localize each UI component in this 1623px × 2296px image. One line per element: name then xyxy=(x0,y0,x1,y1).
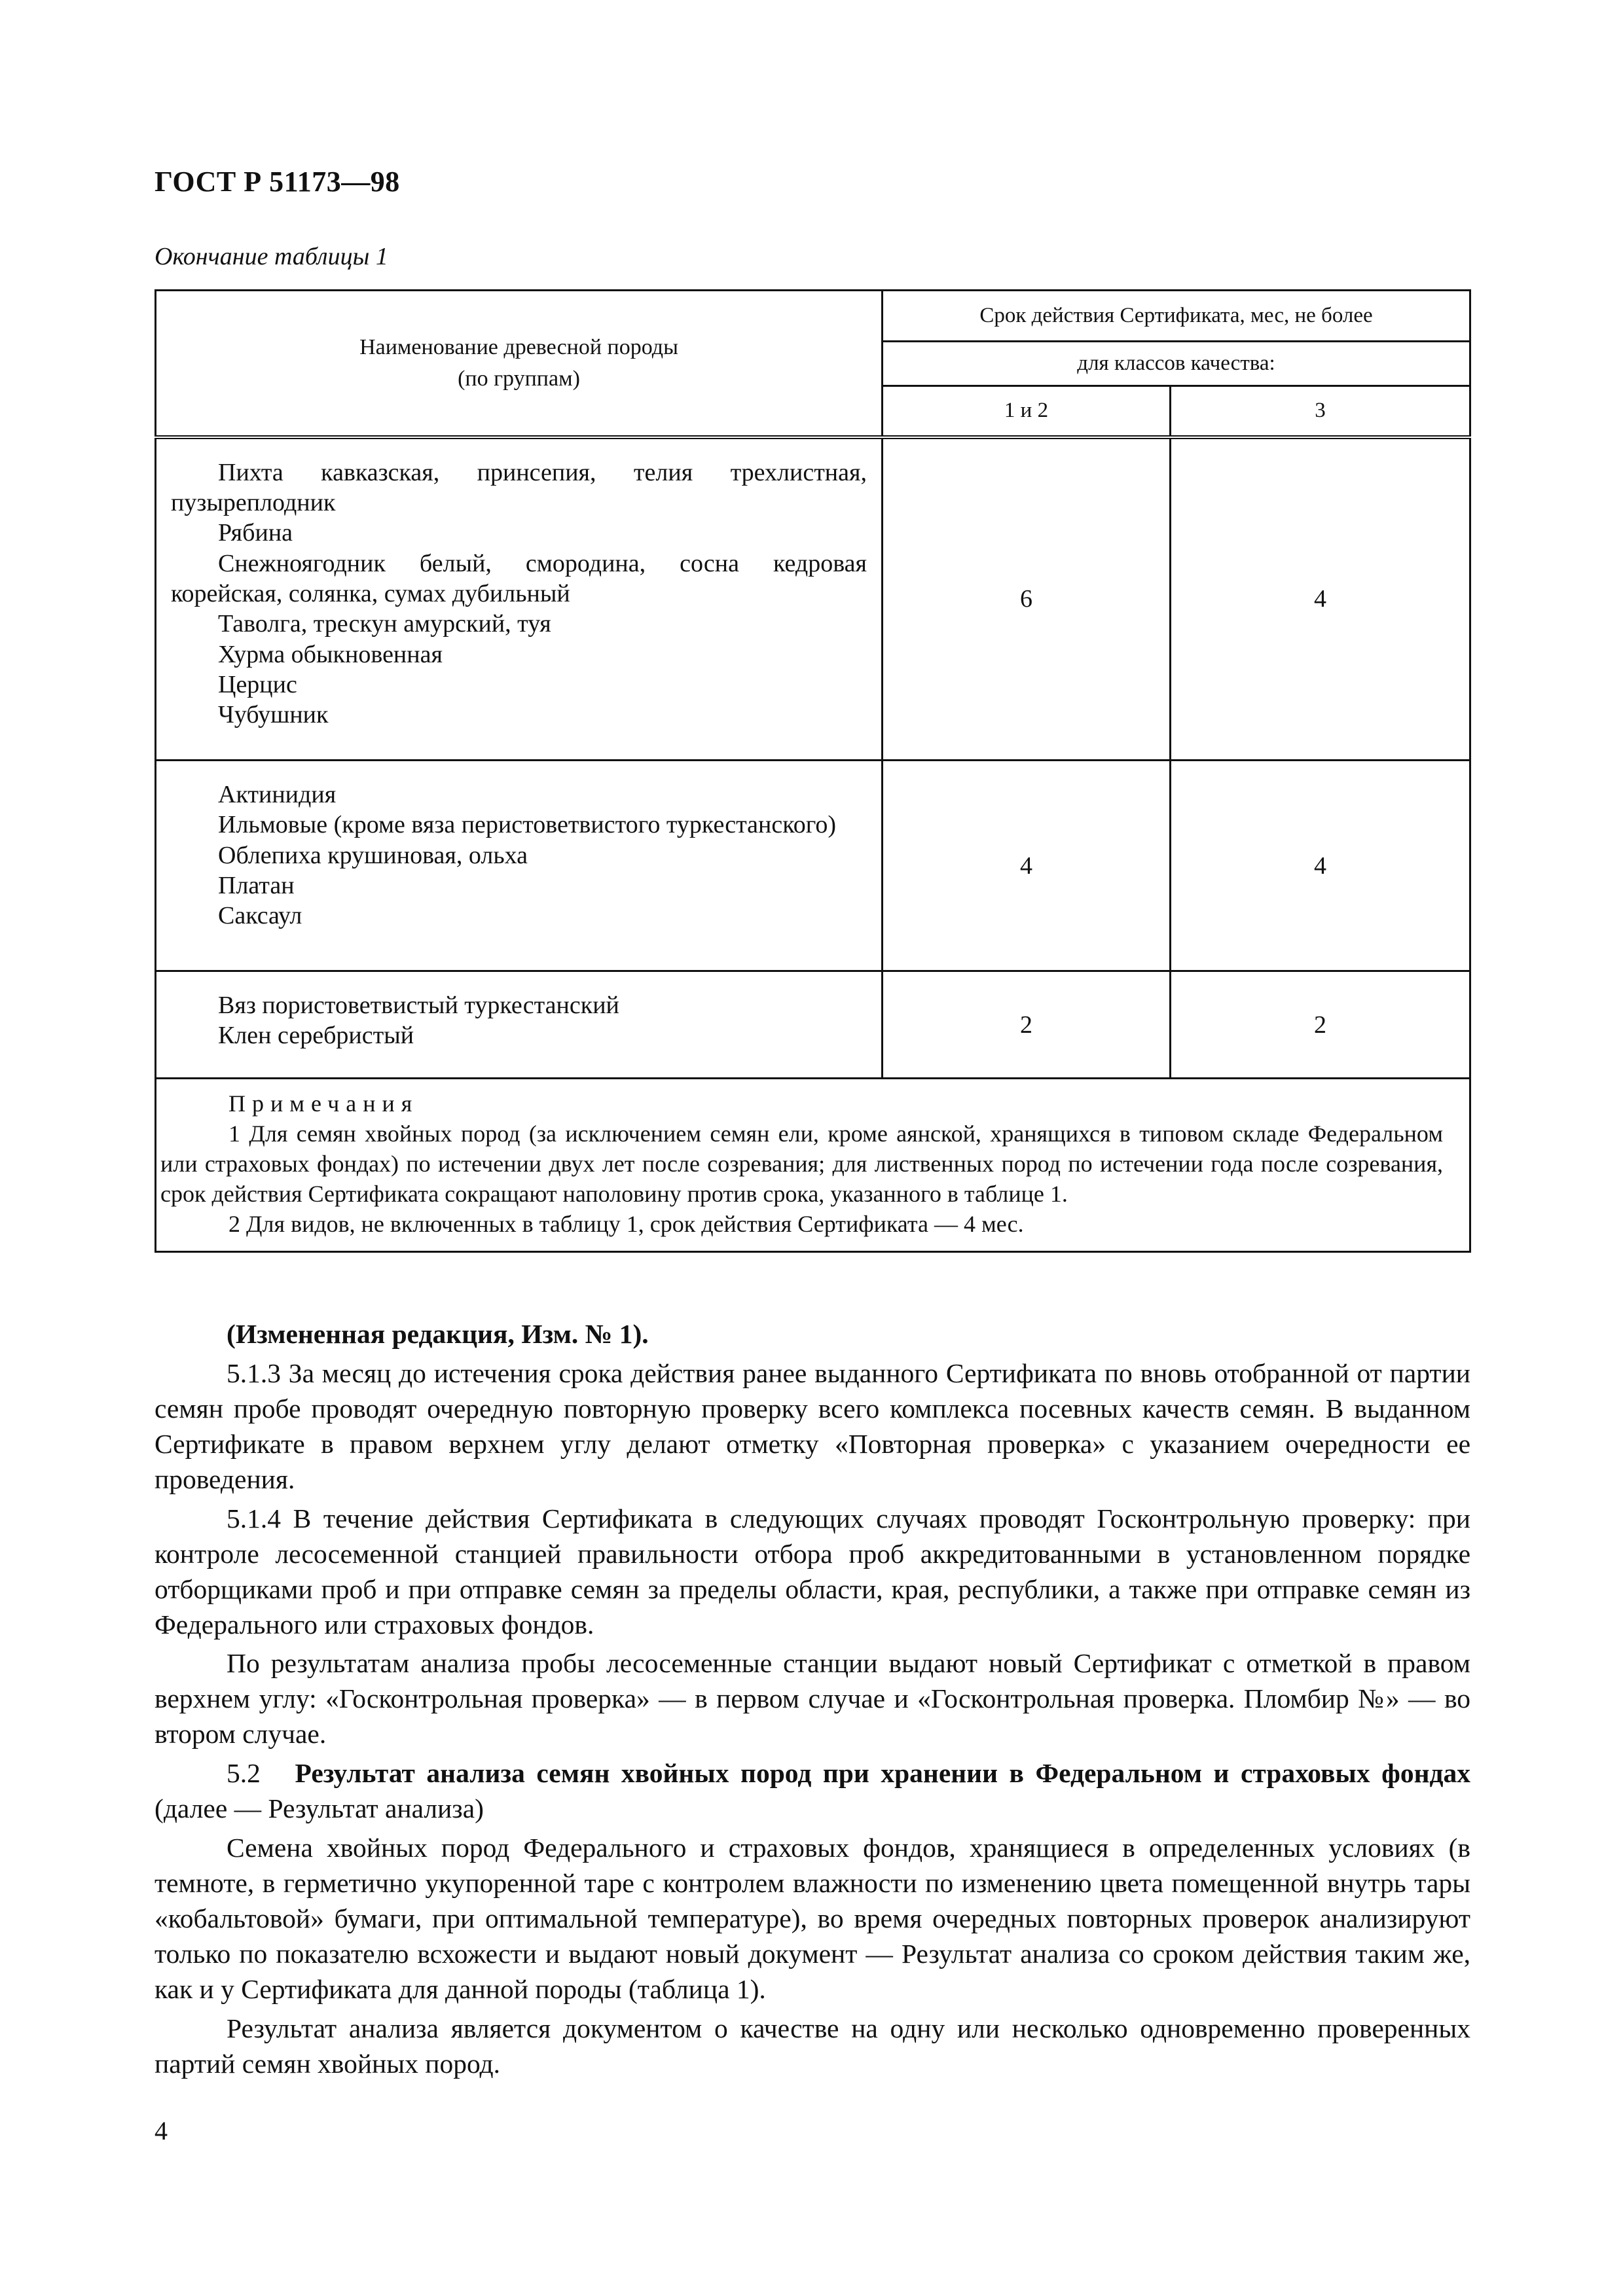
table-row xyxy=(156,437,1470,761)
species-cell xyxy=(156,761,883,971)
species-line: Церцис xyxy=(218,671,297,699)
value-class-3: 4 xyxy=(1171,761,1470,971)
section-number: 5.2 xyxy=(227,1758,261,1789)
column-header-validity: Срок действия Сертификата, мес, не более xyxy=(883,291,1470,342)
value-class-1-2: 4 xyxy=(883,761,1171,971)
column-header-class-3: 3 xyxy=(1171,386,1470,437)
column-header-species xyxy=(156,291,883,437)
notes-cell xyxy=(156,1079,1470,1252)
document-code: ГОСТ Р 51173—98 xyxy=(155,166,400,198)
amendment-note: (Измененная редакция, Изм. № 1). xyxy=(227,1319,649,1349)
table-row xyxy=(156,761,1470,971)
page-number: 4 xyxy=(155,2116,168,2145)
note-item: 2 Для видов, не включенных в таблицу 1, срок действия Сертификата — 4 мес. xyxy=(228,1211,1024,1238)
note-item: 1 Для семян хвойных пород (за исключением семян ели, кроме аянской, хранящихся в типовом складе Федеральном или страховых фондах) по истечении двух лет после созревания; для лиственных пород по истечении года после созревания, срок действия Сертификата сокращают наполовину против срока, указанного в таблице 1. xyxy=(160,1121,1444,1208)
paragraph-5-1-3: 5.1.3 За месяц до истечения срока действия ранее выданного Сертификата по вновь отобранной от партии семян пробе проводят очередную повторную проверку всего комплекса посевных качеств семян. В выданном Сертификате в правом верхнем углу делают отметку «Повторная проверка» с указанием очередности ее проведения. xyxy=(155,1357,1470,1494)
species-line: Актинидия xyxy=(218,781,337,808)
species-line: Платан xyxy=(218,872,295,900)
species-line: Клен серебристый xyxy=(218,1022,414,1050)
table-row xyxy=(156,971,1470,1079)
value-class-1-2: 6 xyxy=(883,437,1171,761)
species-line: Чубушник xyxy=(218,701,329,729)
value-class-3: 4 xyxy=(1171,437,1470,761)
species-line: Рябина xyxy=(218,519,293,547)
notes-row xyxy=(156,1079,1470,1252)
body-text xyxy=(155,1317,1470,2086)
notes-title: Примечания xyxy=(228,1090,419,1117)
species-line: Облепиха крушиновая, ольха xyxy=(218,841,528,869)
species-line: Ильмовые (кроме вяза перистоветвистого туркестанского) xyxy=(218,811,837,839)
species-line: Хурма обыкновенная xyxy=(218,640,443,668)
section-title: Результат анализа семян хвойных пород при хранении в Федеральном и страховых фондах xyxy=(295,1758,1471,1789)
species-line: Саксаул xyxy=(218,902,302,930)
value-class-1-2: 2 xyxy=(883,971,1171,1079)
species-header-text: Наименование древесной породы (по группам) xyxy=(359,335,678,391)
species-cell xyxy=(156,437,883,761)
column-header-quality-classes: для классов качества: xyxy=(883,342,1470,386)
paragraph-seeds: Семена хвойных пород Федерального и страховых фондов, хранящиеся в определенных условиях (в темноте, в герметично укупоренной таре с контролем влажности по изменению цвета помещенной внутрь тары «кобальтовой» бумаги, при оптимальной температуре), во время очередных повторных проверок анализируют только по показателю всхожести и выдают новый документ — Результат анализа со сроком действия таким же, как и у Сертификата для данной породы (таблица 1). xyxy=(155,1833,1470,2004)
paragraph-document: Результат анализа является документом о качестве на одну или несколько одновременно проверенных партий семян хвойных пород. xyxy=(155,2013,1470,2079)
species-line: Пихта кавказская, принсепия, телия трехлистная, пузыреплодник xyxy=(171,458,867,516)
paragraph-results: По результатам анализа пробы лесосеменные станции выдают новый Сертификат с отметкой в правом верхнем углу: «Госконтрольная проверка» — в первом случае и «Госконтрольная проверка. Пломбир №» — во втором случае. xyxy=(155,1648,1470,1749)
paragraph-5-1-4: 5.1.4 В течение действия Сертификата в следующих случаях проводят Госконтрольную проверку: при контроле лесосеменной станцией правильности отбора проб аккредитованными в установленном порядке отборщиками проб и при отправке семян за пределы области, края, республики, а также при отправке семян из Федерального или страховых фондов. xyxy=(155,1503,1470,1640)
column-header-class-1-2: 1 и 2 xyxy=(883,386,1171,437)
species-line: Таволга, трескун амурский, туя xyxy=(218,610,551,638)
section-5-2-heading xyxy=(155,1756,1470,1827)
section-title-rest: (далее — Результат анализа) xyxy=(155,1793,484,1824)
species-line: Снежноягодник белый, смородина, сосна кедровая корейская, солянка, сумах дубильный xyxy=(171,549,867,607)
species-cell xyxy=(156,971,883,1079)
seed-certificate-validity-table xyxy=(155,289,1471,1253)
species-line: Вяз пористоветвистый туркестанский xyxy=(218,992,619,1019)
value-class-3: 2 xyxy=(1171,971,1470,1079)
table-caption: Окончание таблицы 1 xyxy=(155,243,388,270)
